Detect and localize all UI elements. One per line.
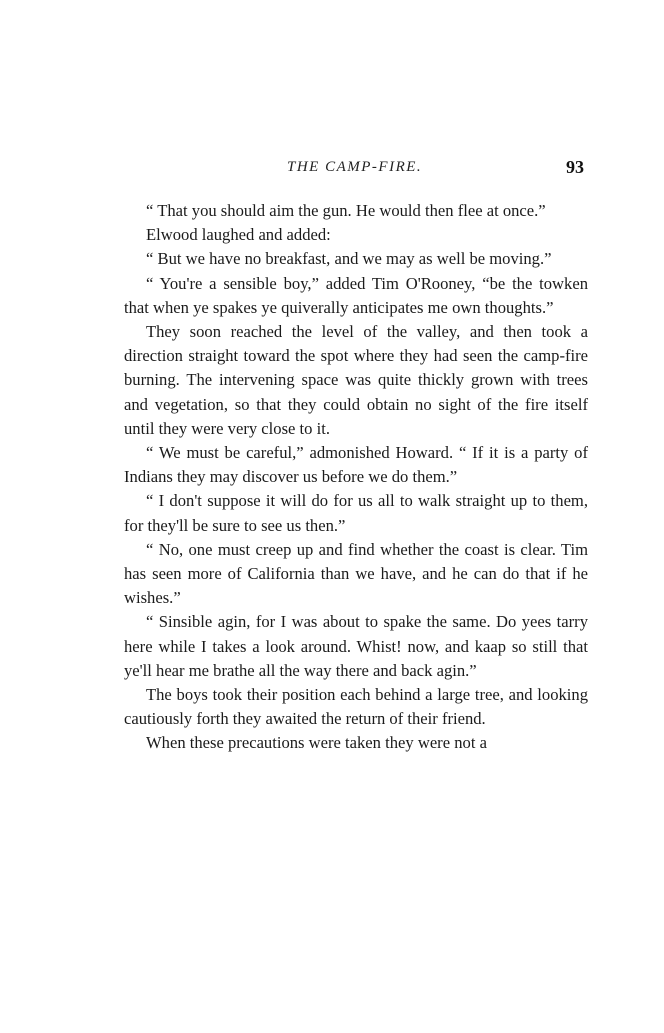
running-title: THE CAMP-FIRE. — [287, 159, 423, 175]
paragraph: “ We must be careful,” admonished Howard. “ If it is a party of Indians they may discover us before we do them.” — [124, 443, 588, 487]
paragraph: “ No, one must creep up and find whether the coast is clear. Tim has seen more of California than we have, and he can do that if he wishes.” — [124, 539, 588, 608]
body-text — [124, 199, 588, 756]
paragraph: They soon reached the level of the valley, and then took a direction straight toward the spot where they had seen the camp-fire burning. The intervening space was quite thickly grown with trees and vegetation, so that they could obtain no sight of the fire itself until they were very close to it. — [124, 322, 588, 438]
paragraph: “ I don't suppose it will do for us all to walk straight up to them, for they'll be sure to see us then.” — [124, 491, 588, 535]
paragraph: The boys took their position each behind a large tree, and looking cautiously forth they awaited the return of their friend. — [124, 685, 588, 729]
paragraph: When these precautions were taken they were not a — [146, 733, 487, 753]
paragraph: “ You're a sensible boy,” added Tim O'Rooney, “be the towken that when ye spakes ye quiverally anticipates me own thoughts.” — [124, 273, 588, 317]
paragraph: “ But we have no breakfast, and we may as well be moving.” — [146, 249, 552, 269]
paragraph: Elwood laughed and added: — [146, 225, 331, 245]
paragraph: “ Sinsible agin, for I was about to spake the same. Do yees tarry here while I takes a look around. Whist! now, and kaap so still that ye'll hear me brathe all the way there and back agin.” — [124, 612, 588, 680]
page-header — [0, 159, 664, 181]
page-number: 93 — [566, 157, 584, 177]
paragraph: “ That you should aim the gun. He would then flee at once.” — [146, 201, 546, 220]
